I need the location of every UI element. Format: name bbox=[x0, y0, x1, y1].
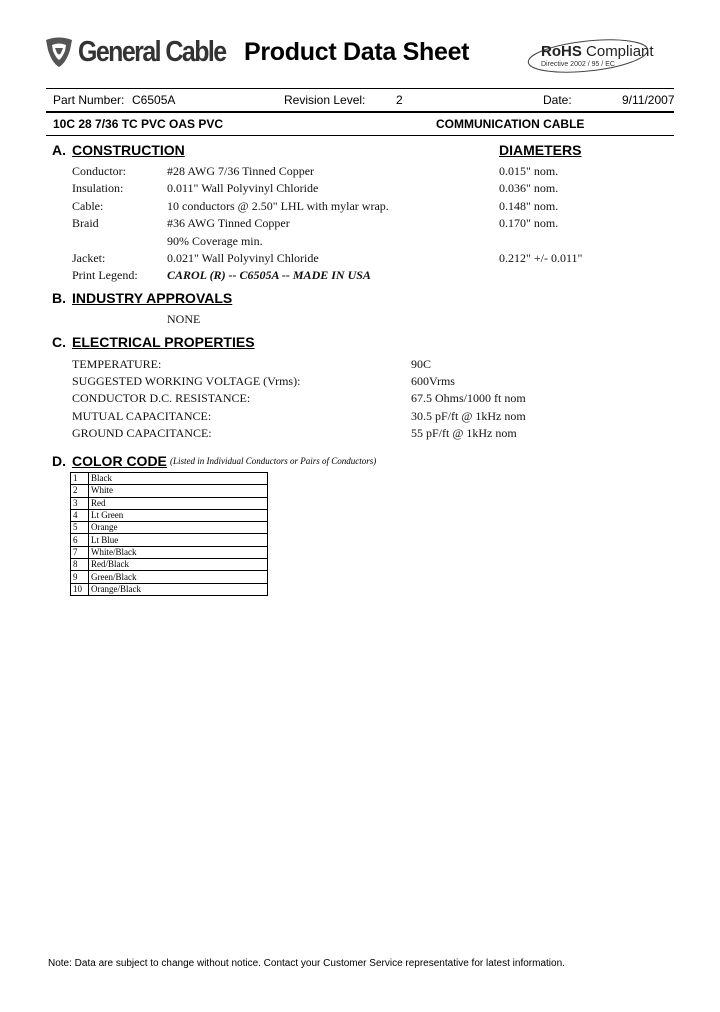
construction-value: #36 AWG Tinned Copper bbox=[167, 216, 290, 230]
conductor-color: Orange/Black bbox=[89, 583, 268, 595]
construction-diameter: 0.170" nom. bbox=[499, 216, 559, 230]
rohs-label: Compliant bbox=[586, 43, 654, 60]
approvals-value: NONE bbox=[167, 312, 201, 326]
page-title: Product Data Sheet bbox=[244, 38, 470, 66]
electrical-label: MUTUAL CAPACITANCE: bbox=[72, 409, 212, 423]
divider bbox=[46, 88, 674, 89]
footer-note: Note: Data are subject to change without notice. Contact your Customer Service representative for latest information. bbox=[48, 958, 565, 969]
construction-value: 0.011" Wall Polyvinyl Chloride bbox=[167, 181, 319, 195]
table-row bbox=[71, 571, 268, 583]
conductor-number: 1 bbox=[71, 473, 89, 485]
conductor-number: 4 bbox=[71, 509, 89, 521]
revision-value: 2 bbox=[396, 93, 403, 107]
table-row bbox=[71, 485, 268, 497]
construction-label: Jacket: bbox=[72, 251, 106, 265]
conductor-color: White bbox=[89, 485, 268, 497]
print-legend-value: CAROL (R) -- C6505A -- MADE IN USA bbox=[167, 268, 371, 282]
table-row bbox=[71, 583, 268, 595]
construction-label: Cable: bbox=[72, 199, 104, 213]
electrical-label: SUGGESTED WORKING VOLTAGE (Vrms): bbox=[72, 374, 301, 388]
conductor-number: 10 bbox=[71, 583, 89, 595]
construction-value: 90% Coverage min. bbox=[167, 234, 263, 248]
construction-diameter: 0.036" nom. bbox=[499, 181, 559, 195]
electrical-label: GROUND CAPACITANCE: bbox=[72, 426, 212, 440]
electrical-value: 600Vrms bbox=[411, 374, 455, 388]
color-code-note: (Listed in Individual Conductors or Pairs of Conductors) bbox=[170, 456, 377, 466]
color-code-table bbox=[70, 472, 268, 596]
conductor-color: Lt Green bbox=[89, 509, 268, 521]
conductor-number: 2 bbox=[71, 485, 89, 497]
electrical-value: 67.5 Ohms/1000 ft nom bbox=[411, 391, 526, 405]
conductor-number: 6 bbox=[71, 534, 89, 546]
product-description: 10C 28 7/36 TC PVC OAS PVC bbox=[53, 117, 224, 131]
construction-diameter: 0.148" nom. bbox=[499, 199, 559, 213]
divider bbox=[46, 135, 674, 136]
general-cable-logo-icon bbox=[44, 36, 74, 68]
electrical-value: 90C bbox=[411, 357, 432, 371]
divider bbox=[46, 111, 674, 113]
diameters-title: DIAMETERS bbox=[499, 142, 582, 158]
section-d-title: COLOR CODE bbox=[72, 453, 167, 469]
conductor-color: Black bbox=[89, 473, 268, 485]
table-row bbox=[71, 522, 268, 534]
construction-diameter: 0.212" +/- 0.011" bbox=[499, 251, 583, 265]
electrical-value: 55 pF/ft @ 1kHz nom bbox=[411, 426, 517, 440]
conductor-number: 5 bbox=[71, 522, 89, 534]
section-c-letter: C. bbox=[52, 334, 66, 350]
conductor-color: White/Black bbox=[89, 546, 268, 558]
rohs-label-bold: RoHS bbox=[541, 43, 582, 60]
date-value: 9/11/2007 bbox=[622, 93, 675, 107]
rohs-badge bbox=[541, 43, 654, 60]
part-number-label: Part Number: bbox=[53, 93, 125, 107]
construction-label: Insulation: bbox=[72, 181, 124, 195]
company-logo bbox=[44, 34, 250, 70]
brand-name: General Cable bbox=[78, 35, 226, 68]
construction-value: #28 AWG 7/36 Tinned Copper bbox=[167, 164, 315, 178]
conductor-color: Orange bbox=[89, 522, 268, 534]
table-row bbox=[71, 559, 268, 571]
conductor-number: 8 bbox=[71, 559, 89, 571]
conductor-color: Red/Black bbox=[89, 559, 268, 571]
table-row bbox=[71, 534, 268, 546]
construction-value: 0.021" Wall Polyvinyl Chloride bbox=[167, 251, 319, 265]
electrical-label: TEMPERATURE: bbox=[72, 357, 162, 371]
construction-label: Braid bbox=[72, 216, 99, 230]
table-row bbox=[71, 473, 268, 485]
table-row bbox=[71, 509, 268, 521]
electrical-value: 30.5 pF/ft @ 1kHz nom bbox=[411, 409, 526, 423]
part-number-value: C6505A bbox=[132, 93, 176, 107]
revision-label: Revision Level: bbox=[284, 93, 366, 107]
section-d-letter: D. bbox=[52, 453, 66, 469]
section-b-title: INDUSTRY APPROVALS bbox=[72, 290, 233, 306]
construction-diameter: 0.015" nom. bbox=[499, 164, 559, 178]
section-b-letter: B. bbox=[52, 290, 66, 306]
table-row bbox=[71, 546, 268, 558]
section-c-title: ELECTRICAL PROPERTIES bbox=[72, 334, 255, 350]
product-category: COMMUNICATION CABLE bbox=[436, 117, 585, 131]
construction-label: Conductor: bbox=[72, 164, 126, 178]
section-a-letter: A. bbox=[52, 142, 66, 158]
conductor-color: Lt Blue bbox=[89, 534, 268, 546]
rohs-directive: Directive 2002 / 95 / EC bbox=[541, 61, 615, 68]
conductor-number: 3 bbox=[71, 497, 89, 509]
conductor-color: Red bbox=[89, 497, 268, 509]
conductor-color: Green/Black bbox=[89, 571, 268, 583]
table-row bbox=[71, 497, 268, 509]
conductor-number: 7 bbox=[71, 546, 89, 558]
construction-label: Print Legend: bbox=[72, 268, 138, 282]
construction-value: 10 conductors @ 2.50" LHL with mylar wrap. bbox=[167, 199, 389, 213]
date-label: Date: bbox=[543, 93, 572, 107]
section-a-title: CONSTRUCTION bbox=[72, 142, 185, 158]
electrical-label: CONDUCTOR D.C. RESISTANCE: bbox=[72, 391, 251, 405]
conductor-number: 9 bbox=[71, 571, 89, 583]
